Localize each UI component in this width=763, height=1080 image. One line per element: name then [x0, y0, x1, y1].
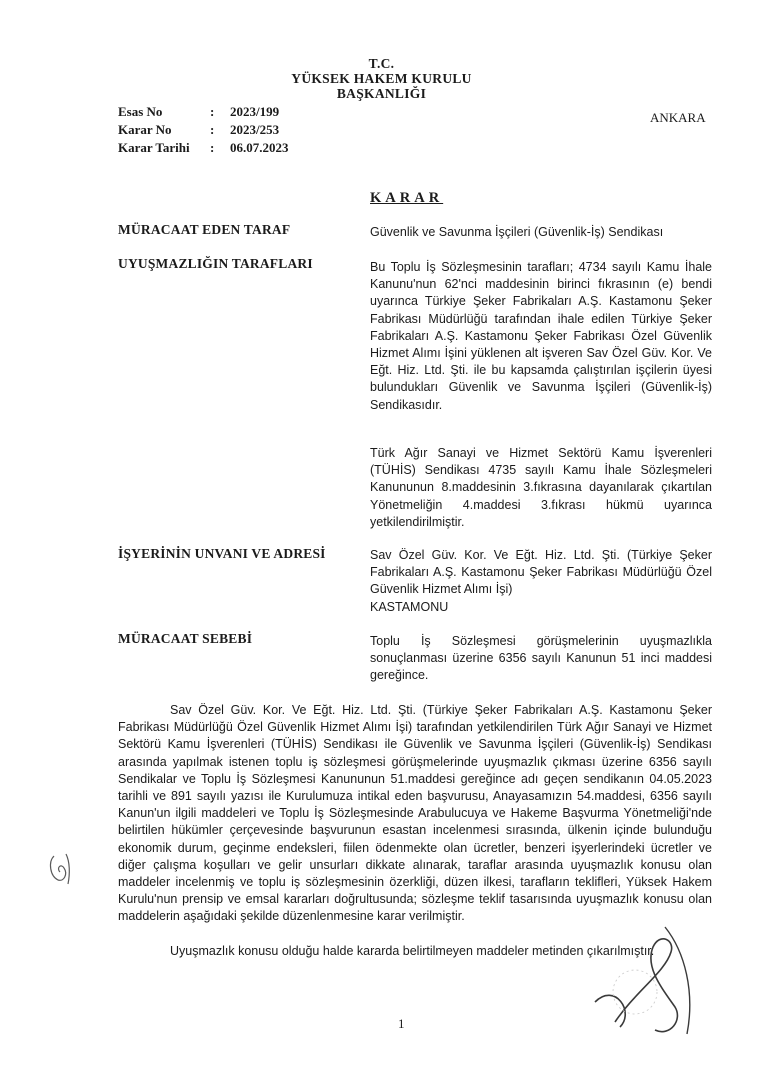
- text-applicant: Güvenlik ve Savunma İşçileri (Güvenlik-İş) Sendikası: [370, 225, 664, 239]
- meta-karar-no: [118, 121, 279, 139]
- label-reason: MÜRACAAT SEBEBİ: [118, 631, 253, 646]
- text-parties-1: Bu Toplu İş Sözleşmesinin tarafları; 4734 sayılı Kamu İhale Kanunu'nun 62'nci maddesinin birinci fıkrasının (e) bendi uyarınca Türkiye Şeker Fabrikaları A.Ş. Kastamonu Şeker Fabrikası Müdürlüğü tarafından ihale edilen Türkiye Şeker Fabrikaları A.Ş. Kastamonu Şeker Fabrikası Özel Güvenlik Hizmet Alımı İşini yüklenen alt işveren Sav Özel Güv. Kor. Ve Eğt. Hiz. Ltd. Şti. ile bu kapsamda çalıştırılan işçilerin üyesi bulundukları Güvenlik ve Savunma İşçileri (Güvenlik-İş) Sendikasıdır.: [370, 260, 712, 412]
- label-parties: UYUŞMAZLIĞIN TARAFLARI: [118, 256, 313, 271]
- meta-label: Karar Tarihi: [118, 140, 190, 155]
- page-number: 1: [398, 1016, 405, 1031]
- meta-separator: :: [210, 140, 215, 155]
- header-institution: YÜKSEK HAKEM KURULU: [291, 71, 472, 86]
- label-applicant: MÜRACAAT EDEN TARAF: [118, 222, 291, 237]
- text-reason: Toplu İş Sözleşmesi görüşmelerinin uyuşmazlıkla sonuçlanması üzerine 6356 sayılı Kanunun 51 inci maddesi gereğince.: [370, 634, 712, 683]
- meta-label: Karar No: [118, 122, 172, 137]
- meta-value: 2023/253: [230, 122, 280, 137]
- body-paragraph-1: Sav Özel Güv. Kor. Ve Eğt. Hiz. Ltd. Şti. (Türkiye Şeker Fabrikaları A.Ş. Kastamonu Şeker Fabrikası Müdürlüğü Özel Güvenlik Hizmet Alımı İşi) tarafından yetkilendirilen Türk Ağır Sanayi ve Hizmet Sektörü Kamu İşverenleri (TÜHİS) Sendikası ile Güvenlik ve Savunma İşçileri (Güvenlik-İş) Sendikası arasında yapılmak istenen toplu iş sözleşmesi görüşmelerinde uyuşmazlık çıkması üzerine 6356 sayılı Sendikalar ve Toplu İş Sözleşmesi Kanununun 51.maddesi gereğince adı geçen sendikanın 04.05.2023 tarihli ve 891 sayılı yazısı ile Kurulumuza intikal eden başvurusu, Anayasamızın 54.maddesi, 6356 sayılı Kanun'un ilgili maddeleri ve Toplu İş Sözleşmesinde Arabulucuya ve Hakeme Başvurma Yönetmeliği'nde belirtilen hükümler çerçevesinde başvurunun esastan incelenmesi sırasında, ülkenin içinde bulunduğu ekonomik durum, geçinme endeksleri, fiilen ödenmekte olan ücretler, benzeri işyerlerindeki ücretler ve diğer çalışma koşulları ve gelir unsurları dikkate alınarak, taraflar arasında uyuşmazlık konusu olan maddeler incelenmiş ve toplu iş sözleşmesinin özerkliği, düzen ilkesi, tarafların teklifleri, Yüksek Hakem Kurulu'nun prensip ve emsal kararları doğrultusunda; sözleşme teklif tasarısında uyuşmazlık konusu olan maddelerin aşağıdaki şekilde düzenlenmesine karar verilmiştir.: [118, 703, 712, 924]
- city-ankara: ANKARA: [650, 110, 706, 125]
- meta-separator: :: [210, 122, 215, 137]
- meta-karar-tarihi: [118, 139, 289, 157]
- text-workplace: Sav Özel Güv. Kor. Ve Eğt. Hiz. Ltd. Şti. (Türkiye Şeker Fabrikaları A.Ş. Kastamonu Şeker Fabrikası Müdürlüğü Özel Güvenlik Hizmet Alımı İşi): [370, 548, 712, 597]
- meta-separator: :: [210, 104, 215, 119]
- text-parties-2: Türk Ağır Sanayi ve Hizmet Sektörü Kamu İşverenleri (TÜHİS) Sendikası 4735 sayılı Kamu İhale Sözleşmeleri Kanununun 8.maddesinin 3.fıkrasına dayanılarak çıkartılan Yönetmeliğin 4.maddesi 3.fıkrası hükmü uyarınca yetkilendirilmiştir.: [370, 446, 712, 529]
- margin-initial-mark: [46, 848, 76, 893]
- meta-value: 06.07.2023: [230, 140, 289, 155]
- header-tc: T.C.: [368, 56, 395, 71]
- meta-esas-no: [118, 103, 279, 121]
- label-workplace: İŞYERİNİN UNVANI VE ADRESİ: [118, 546, 326, 561]
- meta-value: 2023/199: [230, 104, 280, 119]
- meta-label: Esas No: [118, 104, 163, 119]
- text-workplace-city: KASTAMONU: [370, 600, 449, 614]
- decision-title: KARAR: [370, 190, 444, 206]
- header-presidency: BAŞKANLIĞI: [336, 86, 427, 101]
- body-paragraph-2: Uyuşmazlık konusu olduğu halde kararda belirtilmeyen maddeler metinden çıkarılmıştır.: [170, 944, 655, 958]
- signature-scribble: [575, 912, 735, 1047]
